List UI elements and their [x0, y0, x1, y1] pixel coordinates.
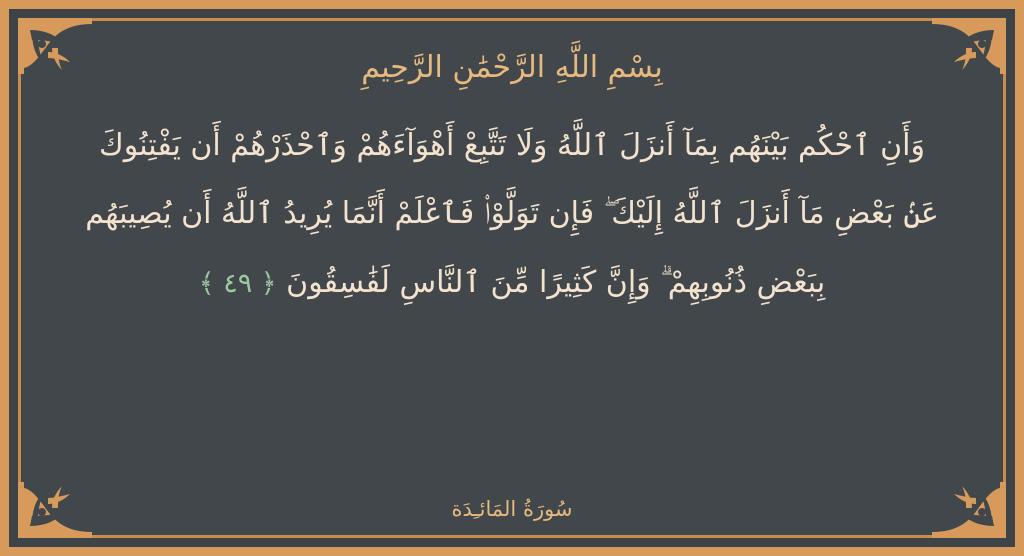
ayah-text	[82, 112, 942, 317]
basmala-text: بِسْمِ اللَّهِ الرَّحْمَٰنِ الرَّحِيمِ	[361, 50, 663, 85]
surah-name: سُورَةُ المَائـِدَة	[451, 497, 573, 521]
ayah-body: وَأَنِ ٱحْكُم بَيْنَهُم بِمَآ أَنزَلَ ٱللَّهُ وَلَا تَتَّبِعْ أَهْوَآءَهُمْ وَٱحْذَرْهُمْ أَن يَفْتِنُوكَ عَنۢ بَعْضِ مَآ أَنزَلَ ٱللَّهُ إِلَيْكَ ۖ فَإِن تَوَلَّوْا۟ فَٱعْلَمْ أَنَّمَا يُرِيدُ ٱللَّهُ أَن يُصِيبَهُم بِبَعْضِ ذُنُوبِهِمْ ۗ وَإِنَّ كَثِيرًا مِّنَ ٱلنَّاسِ لَفَٰسِقُونَ	[85, 128, 939, 300]
verse-content	[49, 31, 975, 525]
ayah-number-badge: ﴿ ٤٩ ﴾	[198, 267, 277, 299]
